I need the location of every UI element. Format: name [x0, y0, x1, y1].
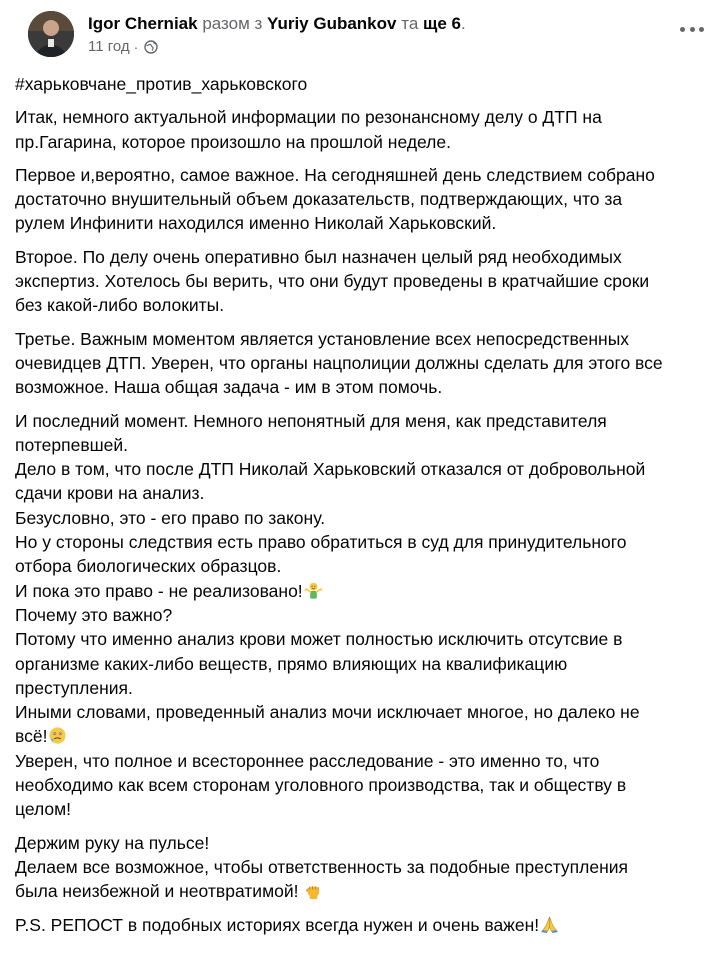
- text-line: Второе. По делу очень оперативно был назначен целый ряд необходимых: [15, 246, 622, 267]
- text-line: потерпевшей.: [15, 434, 129, 455]
- and-text: та: [401, 14, 419, 33]
- text-line: Первое и,вероятно, самое важное. На сегодняшней день следствием собрано: [15, 164, 655, 185]
- text-line: Иными словами, проведенный анализ мочи исключает многое, но далеко не: [15, 702, 640, 723]
- text-segment: И пока это право - не реализовано!: [15, 580, 303, 601]
- post-content: [15, 72, 715, 946]
- post-meta: [88, 38, 158, 56]
- text-line: необходимо как всем сторонам уголовного производства, так и обществу в: [15, 775, 627, 796]
- text-line-with-emoji: [15, 579, 715, 603]
- text-line: Почему это важно?: [15, 604, 173, 625]
- avatar-photo-icon: [28, 11, 74, 57]
- text-line: отбора биологических образцов.: [15, 556, 282, 577]
- post-time-link[interactable]: 11 год: [88, 38, 130, 55]
- paragraph-2: [15, 163, 715, 236]
- text-line: Третье. Важным моментом является установление всех непосредственных: [15, 328, 630, 349]
- paragraph-7: [15, 913, 715, 937]
- with-text: разом з: [202, 14, 263, 33]
- text-segment: P.S. РЕПОСТ в подобных историях всегда нужен и очень важен!: [15, 914, 540, 935]
- paragraph-5: [15, 409, 715, 822]
- text-line: Дело в том, что после ДТП Николай Харьковский отказался от добровольной: [15, 459, 646, 480]
- trailing-dot: .: [461, 14, 466, 33]
- text-line: возможное. Наша общая задача - им в этом помочь.: [15, 377, 443, 398]
- text-line: рулем Инфинити находился именно Николай Харьковский.: [15, 213, 497, 234]
- more-options-icon[interactable]: [680, 22, 704, 36]
- text-line: пр.Гагарина, которое произошло на прошлой неделе.: [15, 131, 451, 152]
- text-line-with-emoji: [15, 724, 715, 748]
- text-line-with-emoji: [15, 913, 715, 937]
- hashtag-link[interactable]: #харьковчане_против_харьковского: [15, 74, 308, 94]
- text-segment: всё!: [15, 726, 48, 747]
- more-dot: [690, 27, 695, 32]
- hashtag-paragraph: [15, 72, 715, 96]
- text-line: преступления.: [15, 677, 133, 698]
- others-link[interactable]: ще 6: [423, 14, 461, 33]
- meta-separator: ·: [133, 39, 139, 55]
- globe-icon[interactable]: [144, 40, 158, 54]
- more-dot: [680, 27, 685, 32]
- author-line: [88, 14, 466, 34]
- text-line: Но у стороны следствия есть право обратиться в суд для принудительного: [15, 532, 627, 553]
- text-segment: была неизбежной и неотвратимой!: [15, 881, 299, 902]
- paragraph-4: [15, 327, 715, 400]
- coauthor-name-link[interactable]: Yuriy Gubankov: [267, 14, 397, 33]
- raised-fist-emoji-icon: [304, 881, 323, 900]
- text-line: сдачи крови на анализ.: [15, 483, 205, 504]
- text-line: Итак, немного актуальной информации по резонансному делу о ДТП на: [15, 107, 602, 128]
- more-dot: [699, 27, 704, 32]
- author-name-link[interactable]: Igor Cherniak: [88, 14, 198, 33]
- text-line: Безусловно, это - его право по закону.: [15, 507, 326, 528]
- shrug-emoji-icon: [304, 581, 323, 600]
- text-line: Держим руку на пульсе!: [15, 832, 210, 853]
- text-line: Делаем все возможное, чтобы ответственность за подобные преступления: [15, 856, 629, 877]
- text-line: Уверен, что полное и всестороннее расследование - это именно то, что: [15, 750, 600, 771]
- post-header: [16, 0, 714, 70]
- folded-hands-emoji-icon: [540, 915, 559, 934]
- text-line: Потому что именно анализ крови может полностью исключить отсутсвие в: [15, 629, 623, 650]
- confused-face-emoji-icon: [48, 726, 67, 745]
- text-line: экспертиз. Хотелось бы верить, что они будут проведены в кратчайшие сроки: [15, 271, 650, 292]
- text-line-with-emoji: [15, 879, 715, 903]
- paragraph-6: [15, 831, 715, 904]
- paragraph-1: [15, 105, 715, 154]
- text-line: И последний момент. Немного непонятный для меня, как представителя: [15, 410, 607, 431]
- text-line: без какой-либо волокиты.: [15, 295, 225, 316]
- text-line: организме каких-либо веществ, прямо влияющих на квалификацию: [15, 653, 568, 674]
- text-line: целом!: [15, 799, 72, 820]
- paragraph-3: [15, 245, 715, 318]
- author-avatar[interactable]: [28, 11, 74, 57]
- text-line: очевидцев ДТП. Уверен, что органы нацполиции должны сделать для этого все: [15, 352, 663, 373]
- text-line: достаточно внушительный объем доказательств, подтверждающих, что за: [15, 189, 623, 210]
